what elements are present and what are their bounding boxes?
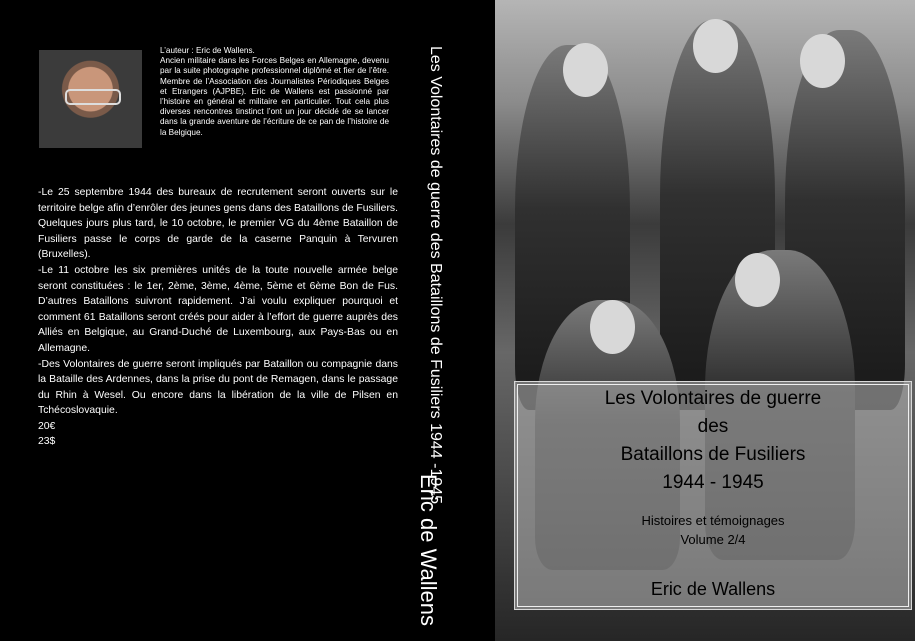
front-title-panel [514,381,912,610]
soldier-face [590,300,635,354]
soldier-face [563,43,608,97]
front-author: Eric de Wallens [650,579,776,599]
back-cover [0,0,398,641]
glasses-icon [65,89,121,105]
author-photo [39,50,142,148]
price-block [38,419,55,449]
soldier-face [800,34,845,88]
book-spine [398,0,495,641]
spine-author: Eric de Wallens [416,474,441,627]
soldier-face [735,253,780,307]
summary-paragraph-2: -Le 11 octobre les six premières unités de la toute nouvelle armée belge seront constituées : le 1er, 2ème, 3ème, 4ème, 5ème et 6ème Bon de Fus. D’autres Bataillons suivront rapidement. J’ai voulu expliquer pourquoi et comment 61 Bataillons seront créés pour aider à l’effort de guerre auprès des Alliés en Belgique, au Grand-Duché de Luxembourg, aux Pays-Bas ou en Allemagne. [38,264,398,354]
book-summary [38,185,398,419]
soldier-face [693,19,738,73]
front-subtitle: Histoires et témoignages Volume 2/4 [641,513,785,547]
author-bio: L’auteur : Eric de Wallens. Ancien militaire dans les Forces Belges en Allemagne, devenu par la suite photographe professionnel diplômé et fier de l’être. Membre de l’Association des Journalistes Périodiques Belges et Etrangers (AJPBE). Eric de Wallens est passionné par l’histoire en général et militaire en particulier. Tout cela plus diverses rencontres tinstinct l’ont un jour décidé de se lancer dans la grande aventure de l’écriture de ce pan de l’histoire de la Belgique. [160,46,389,137]
summary-paragraph-1: -Le 25 septembre 1944 des bureaux de recrutement seront ouverts sur le territoire belge afin d’enrôler des jeunes gens dans des Bataillons de Fusiliers. Quelques jours plus tard, le 10 octobre, le premier VG du 4ème Bataillon de Fusiliers passe le corps de garde de la caserne Panquin à Tervuren (Bruxelles). [38,187,398,261]
price-euro: 20€ [38,421,56,432]
spine-title: Les Volontaires de guerre des Bataillons de Fusiliers 1944 -1945 [427,46,444,505]
front-title: Les Volontaires de guerre des Bataillons de Fusiliers 1944 - 1945 [604,388,822,493]
summary-paragraph-3: -Des Volontaires de guerre seront impliqués par Bataillon ou compagnie dans la Bataille des Ardennes, dans la prise du pont de Remagen, dans le passage du Rhin à Wesel. Ou encore dans la libération de la ville de Pilsen en Tchécoslovaquie. [38,358,398,417]
price-dollar: 23$ [38,436,56,447]
